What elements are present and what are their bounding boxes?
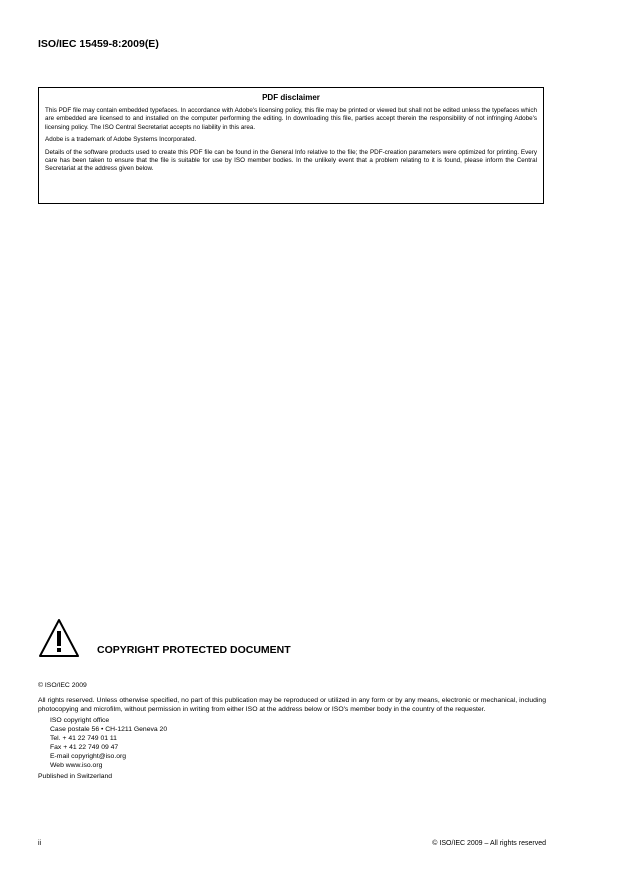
- pdf-disclaimer-box: [38, 87, 544, 204]
- disclaimer-paragraph-1: This PDF file may contain embedded typefaces. In accordance with Adobe's licensing policy, this file may be printed or viewed but shall not be edited unless the typefaces which are embedded are licensed to and installed on the computer performing the editing. In downloading this file, parties accept therein the responsibility of not infringing Adobe's licensing policy. The ISO Central Secretariat accepts no liability in this area.: [45, 107, 537, 131]
- copyright-title: COPYRIGHT PROTECTED DOCUMENT: [97, 644, 291, 656]
- address-line: ISO copyright office: [50, 717, 110, 724]
- iso-address: [38, 716, 546, 770]
- copyright-block: [38, 681, 546, 781]
- published-line: Published in Switzerland: [38, 773, 113, 780]
- disclaimer-paragraph-2: Adobe is a trademark of Adobe Systems Incorporated.: [45, 136, 197, 144]
- document-id: ISO/IEC 15459-8:2009(E): [38, 38, 159, 50]
- warning-triangle-icon: [38, 618, 80, 658]
- address-line: E-mail copyright@iso.org: [50, 753, 127, 760]
- copyright-line: © ISO/IEC 2009: [38, 682, 87, 689]
- rights-statement: All rights reserved. Unless otherwise specified, no part of this publication may be reproduced or utilized in any form or by any means, electronic or mechanical, including photocopying and microfilm, without permission in writing from either ISO at the address below or ISO's member body in the country of the requester.: [38, 697, 546, 713]
- address-line: Fax + 41 22 749 09 47: [50, 744, 119, 751]
- footer-copyright: © ISO/IEC 2009 – All rights reserved: [432, 840, 546, 847]
- address-line: Tel. + 41 22 749 01 11: [50, 735, 117, 742]
- page-number: ii: [38, 840, 42, 847]
- disclaimer-title: PDF disclaimer: [262, 93, 320, 102]
- address-line: Web www.iso.org: [50, 762, 103, 769]
- address-line: Case postale 56 • CH-1211 Geneva 20: [50, 726, 168, 733]
- disclaimer-paragraph-3: Details of the software products used to create this PDF file can be found in the General Info relative to the file; the PDF-creation parameters were optimized for printing. Every care has been taken to ensure that the file is suitable for use by ISO member bodies. In the unlikely event that a problem relating to it is found, please inform the Central Secretariat at the address given below.: [45, 148, 537, 173]
